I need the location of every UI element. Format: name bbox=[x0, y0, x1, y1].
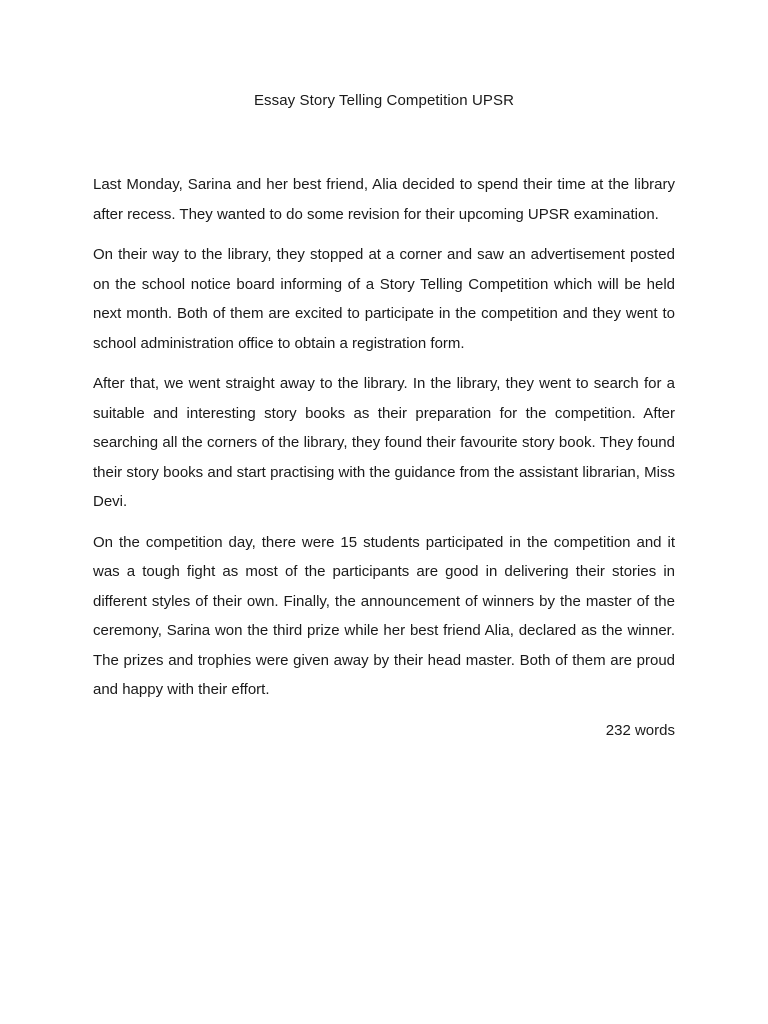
essay-body bbox=[93, 170, 675, 745]
paragraph-3: After that, we went straight away to the library. In the library, they went to search for a suitable and interesting story books as their preparation for the competition. After searching all the corners of the library, they found their favourite story book. They found their story books and start practising with the guidance from the assistant librarian, Miss Devi. bbox=[93, 375, 675, 510]
paragraph-2: On their way to the library, they stopped at a corner and saw an advertisement posted on the school notice board informing of a Story Telling Competition which will be held next month. Both of them are excited to participate in the competition and they went to school administration office to obtain a registration form. bbox=[93, 246, 675, 352]
word-count: 232 words bbox=[605, 721, 675, 739]
paragraph-1: Last Monday, Sarina and her best friend, Alia decided to spend their time at the library after recess. They wanted to do some revision for their upcoming UPSR examination. bbox=[93, 176, 675, 223]
paragraph-4: On the competition day, there were 15 students participated in the competition and it was a tough fight as most of the participants are good in delivering their stories in different styles of their own. Finally, the announcement of winners by the master of the ceremony, Sarina won the third prize while her best friend Alia, declared as the winner. The prizes and trophies were given away by their head master. Both of them are proud and happy with their effort. bbox=[93, 533, 675, 698]
document-title: Essay Story Telling Competition UPSR bbox=[253, 92, 515, 109]
